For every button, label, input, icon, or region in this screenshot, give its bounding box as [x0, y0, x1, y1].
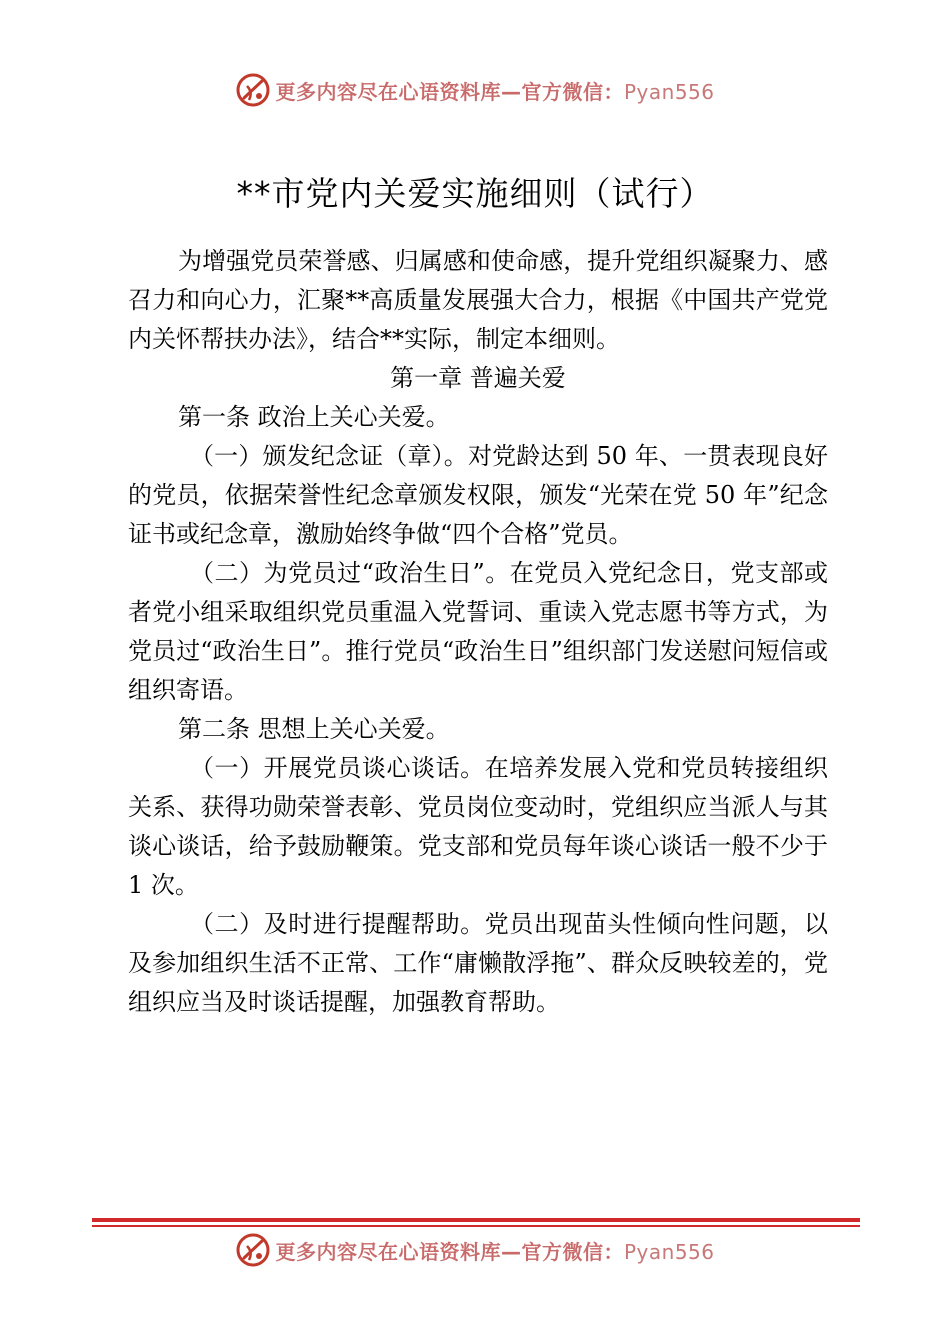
- document-title: **市党内关爱实施细则（试行）: [236, 174, 714, 213]
- header-banner-text: [275, 76, 714, 105]
- header-wechat-id: Pyan556: [623, 79, 715, 104]
- header-banner: [0, 68, 950, 112]
- clause-paragraph: （二）及时进行提醒帮助。党员出现苗头性倾向性问题，以及参加组织生活不正常、工作“庸懒散浮拖”、群众反映较差的，党组织应当及时谈话提醒，加强教育帮助。: [128, 910, 828, 1016]
- intro-paragraph: 为增强党员荣誉感、归属感和使命感，提升党组织凝聚力、感召力和向心力，汇聚**高质量发展强大合力，根据《中国共产党党内关怀帮扶办法》，结合**实际，制定本细则。: [128, 247, 828, 353]
- article-heading: 第二条 思想上关心关爱。: [178, 715, 450, 743]
- logo-icon: [235, 1232, 271, 1268]
- header-banner-label: 更多内容尽在心语资料库—官方微信：: [275, 79, 624, 104]
- clause-paragraph: （一）颁发纪念证（章）。对党龄达到 50 年、一贯表现良好的党员，依据荣誉性纪念章颁发权限，颁发“光荣在党 50 年”纪念证书或纪念章，激励始终争做“四个合格”党员。: [128, 442, 828, 548]
- footer-banner-text: [275, 1236, 714, 1265]
- footer-divider: [92, 1218, 860, 1222]
- document-body: [128, 242, 828, 1022]
- footer-wechat-id: Pyan556: [623, 1239, 715, 1264]
- footer-divider-thin: [92, 1225, 860, 1227]
- footer-banner: [0, 1228, 950, 1272]
- logo-icon: [235, 72, 271, 108]
- article-heading: 第一条 政治上关心关爱。: [178, 403, 450, 431]
- footer-banner-label: 更多内容尽在心语资料库—官方微信：: [275, 1239, 624, 1264]
- chapter-heading: 第一章 普遍关爱: [390, 364, 566, 392]
- clause-paragraph: （一）开展党员谈心谈话。在培养发展入党和党员转接组织关系、获得功勋荣誉表彰、党员岗位变动时，党组织应当派人与其谈心谈话，给予鼓励鞭策。党支部和党员每年谈心谈话一般不少于 1 次。: [128, 754, 828, 899]
- clause-paragraph: （二）为党员过“政治生日”。在党员入党纪念日，党支部或者党小组采取组织党员重温入党誓词、重读入党志愿书等方式，为党员过“政治生日”。推行党员“政治生日”组织部门发送慰问短信或组织寄语。: [128, 559, 828, 704]
